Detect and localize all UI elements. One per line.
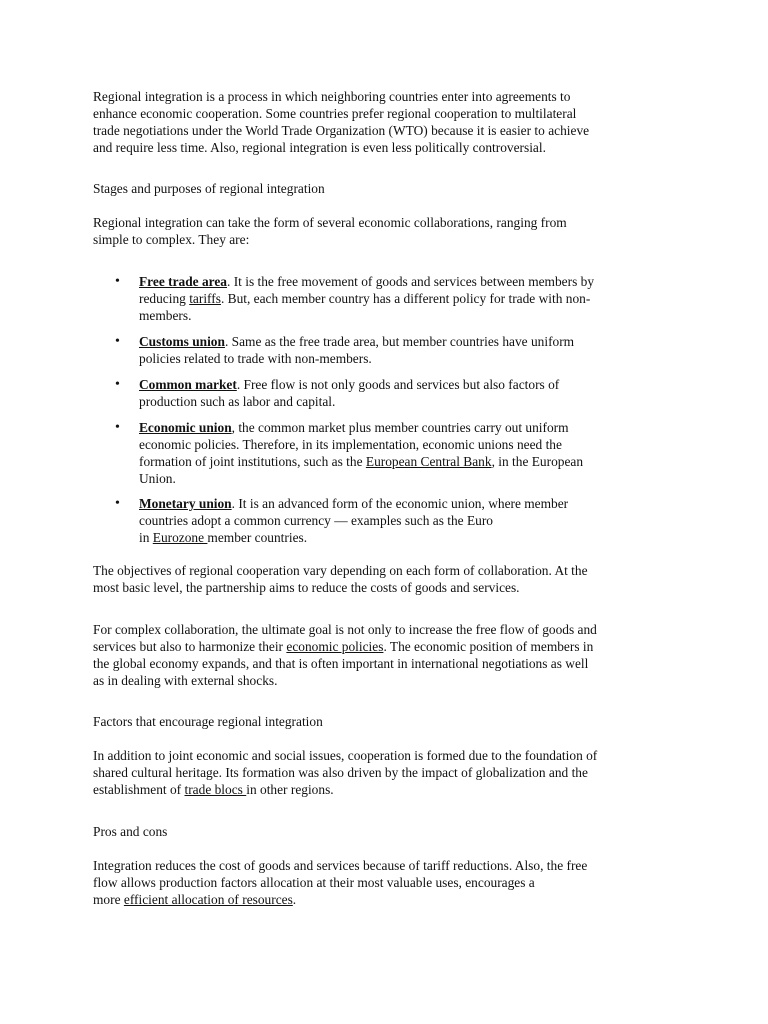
- stages-heading: Stages and purposes of regional integration: [93, 181, 325, 196]
- term-economic-union[interactable]: Economic union: [139, 420, 232, 435]
- intro-paragraph: Regional integration is a process in which neighboring countries enter into agreements to enhance economic cooperation. Some countries prefer regional cooperation to multilateral trade negotiations under the World Trade Organization (WTO) because it is easier to achieve and require less time. Also, regional integration is even less politically controversial.: [93, 89, 590, 155]
- trade-blocs-link[interactable]: trade blocs: [184, 782, 247, 797]
- list-item-economic-union: • Economic union, the common market plus member countries carry out uniform economic policies. Therefore, in its implementation, economic unions need the formation of joint institutions, such as the European Central Bank, in the European Union.: [93, 419, 681, 487]
- stages-intro-paragraph: Regional integration can take the form of several economic collaborations, ranging from simple to complex. They are:: [93, 215, 567, 247]
- stages-list: [93, 273, 681, 546]
- european-central-bank-link[interactable]: European Central Bank: [365, 454, 492, 469]
- efficient-allocation-link[interactable]: efficient allocation of resources: [123, 892, 293, 907]
- term-common-market[interactable]: Common market: [139, 377, 237, 392]
- tariffs-link[interactable]: tariffs: [189, 291, 221, 306]
- list-item-monetary-union: • Monetary union. It is an advanced form of the economic union, where member countries adopt a common currency — examples such as the Euro in Eurozone member countries.: [93, 495, 681, 546]
- list-item-common-market: • Common market. Free flow is not only goods and services but also factors of production such as labor and capital.: [93, 376, 681, 410]
- list-item-free-trade-area: • Free trade area. It is the free movement of goods and services between members by reducing tariffs. But, each member country has a different policy for trade with non- members.: [93, 273, 681, 324]
- term-free-trade-area[interactable]: Free trade area: [139, 274, 227, 289]
- list-item-customs-union: • Customs union. Same as the free trade area, but member countries have uniform policies related to trade with non-members.: [93, 333, 681, 367]
- term-customs-union[interactable]: Customs union: [139, 334, 225, 349]
- objectives-paragraph: The objectives of regional cooperation vary depending on each form of collaboration. At the most basic level, the partnership aims to reduce the costs of goods and services.: [93, 563, 588, 595]
- factors-paragraph: In addition to joint economic and social issues, cooperation is formed due to the foundation of shared cultural heritage. Its formation was also driven by the impact of globalization and the establishment of trade blocs in other regions.: [93, 748, 598, 797]
- pros-cons-heading: Pros and cons: [93, 824, 168, 839]
- economic-policies-link[interactable]: economic policies: [286, 639, 384, 654]
- term-monetary-union[interactable]: Monetary union: [139, 496, 232, 511]
- pros-cons-paragraph: Integration reduces the cost of goods and services because of tariff reductions. Also, the free flow allows production factors allocation at their most valuable uses, encourages a more efficient allocation of resources.: [93, 858, 588, 907]
- factors-heading: Factors that encourage regional integration: [93, 714, 323, 729]
- complex-collaboration-paragraph: For complex collaboration, the ultimate goal is not only to increase the free flow of goods and services but also to harmonize their economic policies. The economic position of members in the global economy expands, and that is often important in international negotiations as well as in dealing with external shocks.: [93, 622, 597, 688]
- eurozone-link[interactable]: Eurozone: [152, 530, 208, 545]
